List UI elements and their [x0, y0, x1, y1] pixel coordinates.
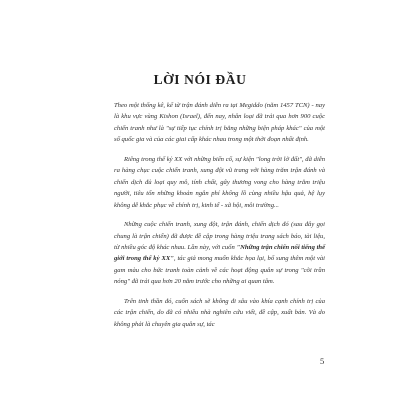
paragraph-2: Riêng trong thế kỷ XX với những biến cố, sự kiện "long trời lở đất", đã diễn ra hàng chục cuộc chiến tranh, xung đột vũ trang với hàng trăm trận đánh và chiến dịch đủ loại quy mô, tính chất, gây thương vong cho hàng trăm triệu người, tiêu tốn những khoản ngân phí khổng lồ cùng nhiều hậu quả, hệ lụy không dễ khắc phục về chính trị, kinh tế - xã hội, môi trường...: [114, 155, 325, 209]
paragraph-3-part-a: Những cuộc chiến tranh, xung đột, trận đánh, chiến dịch đó (sau đây gọi chung là trận chiến) đã được đề cập trong hàng triệu trang sách báo, tài liệu, từ nhiều góc độ khác nhau. Lần này, với cuốn: [114, 221, 325, 251]
book-title-reference: "Những trận chiến nổi tiếng thế giới trong thế kỷ XX": [114, 243, 325, 263]
page-number: 5: [320, 356, 325, 366]
preface-body: [114, 100, 325, 330]
paragraph-3: [114, 219, 325, 288]
page-title: LỜI NÓI ĐẦU: [153, 72, 247, 87]
paragraph-3-part-b: , tác giả mong muốn khắc họa lại, bổ sung thêm một vài gam màu cho bức tranh toàn cảnh về các hoạt động quân sự trong "cõi trần nóng" đã trải qua hơn 20 năm trước cho những ai quan tâm.: [114, 255, 325, 286]
paragraph-4: Trên tinh thần đó, cuốn sách sẽ không đi sâu vào khía cạnh chính trị của các trận chiến, do đã có nhiều nhà nghiên cứu viết, đề cập, xuất bản. Và do không phải là chuyên gia quân sự, tác: [114, 297, 325, 328]
paragraph-1: Theo một thống kê, kể từ trận đánh diễn ra tại Megiddo (năm 1457 TCN) - nay là khu vực vùng Kishon (Israel), đến nay, nhân loại đã trải qua hơn 900 cuộc chiến tranh như là "sự tiếp tục chính trị bằng những biện pháp khác" của một số quốc gia và của các giai cấp khác nhau trong một thời đoạn nhất định.: [114, 102, 325, 144]
